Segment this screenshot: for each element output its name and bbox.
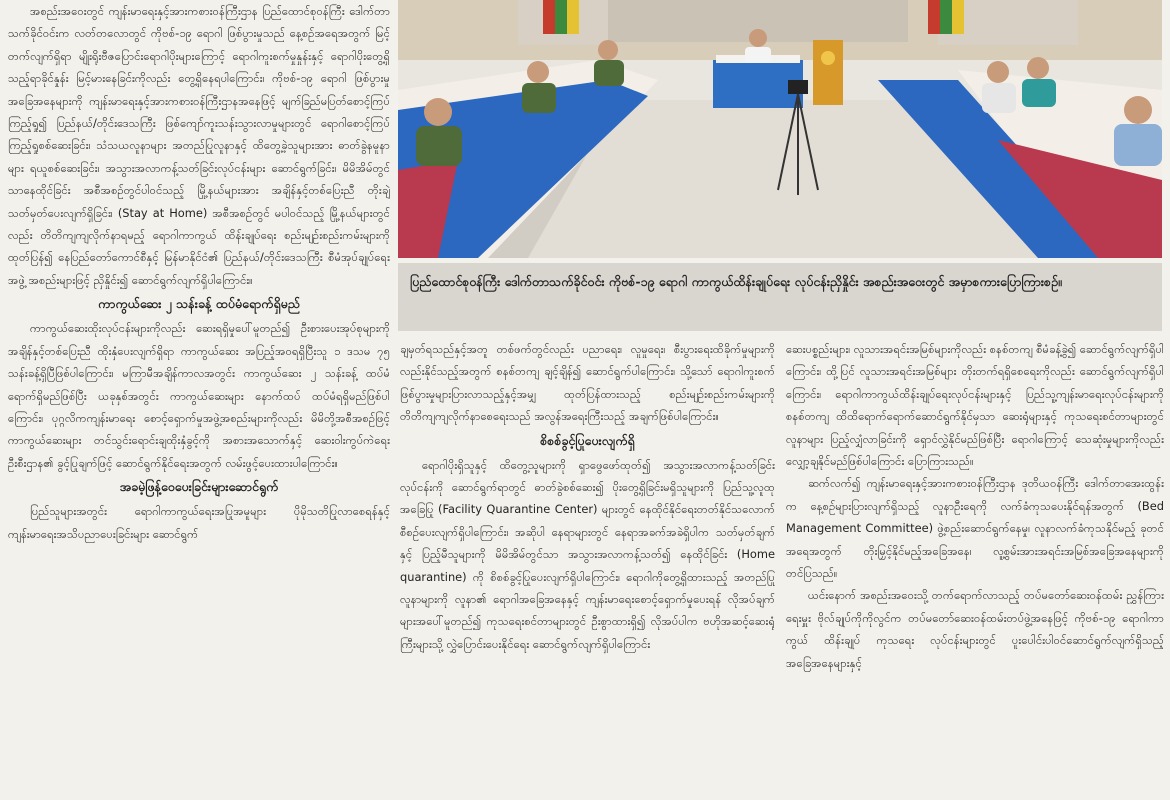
- paragraph: ပြည်သူများအတွင်း ရောဂါကာကွယ်ရေးအပြုအမူများ ပိုမိုသတိပြုလာစေရန်နှင့် ကျန်းမာရေးအသိပညာပေးခြင်းများ ဆောင်ရွက်: [8, 504, 390, 541]
- paragraph: ရောဂါပိုးရှိသူနှင့် ထိတွေ့သူများကို ရှာဖွေဖော်ထုတ်၍ အသွားအလာကန့်သတ်ခြင်းလုပ်ငန်းကို ဆောင်ရွက်ရာတွင် ဓာတ်ခွဲစစ်ဆေး၍ ပိုးတွေ့ရှိခြင်းမရှိသူများကို ပြည်သူ့လူထုအခြေပြု (Facility Quarantine Center) များတွင် နေထိုင်နိုင်ရေးတတ်နိုင်သလောက် စီစဉ်ပေးလျက်ရှိပါကြောင်း၊ အဆိုပါ နေရာများတွင် နေရာအခက်အခဲရှိပါက သတ်မှတ်ချက်နှင့် ပြည့်မီသူများကို မိမိအိမ်တွင်သာ အသွားအလာကန့်သတ်၍ နေထိုင်ခြင်း (Home quarantine) ကို စိစစ်ခွင့်ပြုပေးလျက်ရှိပါကြောင်း၊ ရောဂါကိုတွေ့ရှိထားသည့် အတည်ပြုလူနာများကို လူနာ၏ ရောဂါအခြေအနေနှင့် ကျန်းမာရေးစောင့်ရှောက်မှုပေးရန် လိုအပ်ချက်များအပေါ်မူတည်၍ ကုသရေးစင်တာများတွင် ဦးစွာထားရှိ၍ လိုအပ်ပါက ဗဟိုအဆင့်ဆေးရုံကြီးများသို့ လွှဲပြောင်းပေးနိုင်ရေး ဆောင်ရွက်လျက်ရှိပါကြောင်း: [400, 457, 775, 651]
- paragraph: ယင်းနောက် အစည်းအဝေးသို့ တက်ရောက်လာသည့် တပ်မတော်ဆေးဝန်ထမ်း ညွှန်ကြားရေးမှူး ဗိုလ်ချုပ်ကိုကိုလွင်က တပ်မတော်ဆေးဝန်ထမ်းတပ်ဖွဲ့အနေဖြင့် ကိုဗစ်-၁၉ ရောဂါကာကွယ် ထိန်းချုပ် ကုသရေး လုပ်ငန်းများတွင် ပူးပေါင်းပါဝင်ဆောင်ရွက်လျက်ရှိသည့် အခြေအနေများနှင့်: [786, 588, 1164, 670]
- article-column-1: [8, 0, 390, 800]
- paragraph: ဆက်လက်၍ ကျန်းမာရေးနှင့်အားကစားဝန်ကြီးဌာန ဒုတိယဝန်ကြီး ဒေါက်တာအေးထွန်းက နေ့စဉ်များပြားလျက်ရှိသည့် လူနာဦးရေကို လက်ခံကုသပေးနိုင်ရန်အတွက် (Bed Management Committee) ဖွဲ့စည်းဆောင်ရွက်နေမှု၊ လူနာလက်ခံကုသနိုင်မည့် ခုတင်အရေအတွက် တိုးမြှင့်နိုင်မည့်အခြေအနေ၊ လူ့စွမ်းအားအရင်းအမြစ်အခြေအနေများကို တင်ပြသည်။: [786, 476, 1164, 581]
- paragraph: ချမှတ်ရသည်နှင့်အတူ တစ်ဖက်တွင်လည်း ပညာရေး၊ လူမှုရေး၊ စီးပွားရေးထိခိုက်မှုများကိုလည်းနိုင်သည့်အတွက် စနစ်တကျ ချင့်ချိန်၍ ဆောင်ရွက်ပါကြောင်း၊ သို့သော် ရောဂါကူးစက်ဖြစ်ပွားမှုများပြားလာသည့်နှင့်အမျှ ထုတ်ပြန်ထားသည့် စည်းမျဉ်းစည်းကမ်းများကို တိတိကျကျလိုက်နာစေရေးသည် အလွန်အရေးကြီးသည့် အချက်ဖြစ်ပါကြောင်း။: [400, 342, 775, 424]
- article-column-2: [400, 338, 775, 800]
- paragraph: အစည်းအဝေးတွင် ကျန်းမာရေးနှင့်အားကစားဝန်ကြီးဌာန ပြည်ထောင်စုဝန်ကြီး ဒေါက်တာသက်ခိုင်ဝင်းက လတ်တလောတွင် ကိုဗစ်-၁၉ ရောဂါ ဖြစ်ပွားမှုသည် နေ့စဉ်အရေအတွက် မြင့်တက်လျက်ရှိရာ မျိုးရိုးဗီဇပြောင်းရောဂါပိုးများကြောင့် ရောဂါကူးစက်မှုနှုန်းနှင့် ရောဂါပိုးတွေ့ရှိသည့်ရာခိုင်နှုန်း မြင့်မားနေခြင်းကိုလည်း တွေ့ရှိနေရပါကြောင်း၊ ကိုဗစ်-၁၉ ရောဂါ ဖြစ်ပွားမှုအခြေအနေများကို ကျန်းမာရေးနှင့်အားကစားဝန်ကြီးဌာနအနေဖြင့် မျက်ခြည်မပြတ်စောင့်ကြပ်ကြည့်ရှု၍ ပြည်နယ်/တိုင်းဒေသကြီး ဖြစ်ကျော်ကူးသန်းသွားလာမှုများတွင် ရောဂါစောင့်ကြပ်ကြည့်ရှုစစ်ဆေးခြင်း၊ သံသယလူနာများ အတည်ပြုလူနာနှင့် ထိတွေ့ခဲ့သူများအား ဓာတ်ခွဲနမူနာများ ရယူစစ်ဆေးခြင်း၊ အသွားအလာကန့်သတ်ခြင်းလုပ်ငန်းများ ဆောင်ရွက်ခြင်း၊ မိမိအိမ်တွင်သာနေထိုင်ခြင်း အစီအစဉ်တွင်ပါဝင်သည့် မြို့နယ်များအား အချိန်နှင့်တစ်ပြေးညီ တိုးချဲ့သတ်မှတ်ပေးလျက်ရှိခြင်း၊ (Stay at Home) အစီအစဉ်တွင် မပါဝင်သည့် မြို့နယ်များတွင်လည်း တိတိကျကျလိုက်နာရမည့် ရောဂါကာကွယ် ထိန်းချုပ်ရေး စည်းမျဉ်းစည်းကမ်းများကို ထုတ်ပြန်၍ နေပြည်တော်ကောင်စီနှင့် မြန်မာနိုင်ငံ၏ ပြည်နယ်/တိုင်းဒေသကြီး စီမံအုပ်ချုပ်ရေးအဖွဲ့ အစည်းများဖြင့် ညှိနှိုင်း၍ ဆောင်ရွက်လျက်ရှိပါကြောင်း။: [8, 4, 390, 287]
- photo-caption: ပြည်ထောင်စုဝန်ကြီး ဒေါက်တာသက်ခိုင်ဝင်း ကိုဗစ်-၁၉ ရောဂါ ကာကွယ်ထိန်းချုပ်ရေး လုပ်ငန်းညှိနှိုင်း အစည်းအဝေးတွင် အမှာစကားပြောကြားစဉ်။: [398, 263, 1162, 331]
- meeting-photo: [398, 0, 1162, 258]
- paragraph: ကာကွယ်ဆေးထိုးလုပ်ငန်းများကိုလည်း ဆေးရရှိမှုပေါ်မူတည်၍ ဦးစားပေးအုပ်စုများကို အချိန်နှင့်တစ်ပြေးညီ ထိုးနှံပေးလျက်ရှိရာ ကာကွယ်ဆေး အပြည့်အဝရရှိပြီးသူ ၁ ဒသမ ၇၅ သန်းခန့်ရှိပြီဖြစ်ပါကြောင်း၊ မကြာမီအချိန်ကာလအတွင်း ကာကွယ်ဆေး ၂ သန်းခန့် ထပ်မံရောက်ရှိမည်ဖြစ်ပြီး ယခုနှစ်အတွင်း ကာကွယ်ဆေးများ နောက်ထပ် ထပ်မံရရှိမည်ဖြစ်ပါကြောင်း၊ ပုဂ္ဂလိကကျန်းမာရေး စောင့်ရှောက်မှုအဖွဲ့အစည်းများကိုလည်း မိမိတို့အစီအစဉ်ဖြင့် ကာကွယ်ဆေးများ တင်သွင်းရောင်းချထိုးနှံခွင့်ကို အစားအသောက်နှင့် ဆေးဝါးကွပ်ကဲရေးဦးစီးဌာန၏ ခွင့်ပြုချက်ဖြင့် ဆောင်ရွက်နိုင်ရေးအတွက် လမ်းဖွင့်ပေးထားပါကြောင်း။: [8, 321, 390, 470]
- subheading: အခမဲ့ဖြန့်ဝေပေးခြင်းများဆောင်ရွက်: [119, 479, 279, 495]
- paragraph: ဆေးပစ္စည်းများ၊ လူသားအရင်းအမြစ်များကိုလည်း စနစ်တကျ စီမံခန့်ခွဲ၍ ဆောင်ရွက်လျက်ရှိပါကြောင်း၊ ထို့ပြင် လူသားအရင်းအမြစ်များ တိုးတက်ရရှိစေရေးကိုလည်း ဆောင်ရွက်လျက်ရှိပါကြောင်း၊ ရောဂါကာကွယ်ထိန်းချုပ်ရေးလုပ်ငန်းများနှင့် ပြည်သူ့ကျန်းမာရေးလုပ်ငန်းများကို စနစ်တကျ ထိထိရောက်ရောက်ဆောင်ရွက်နိုင်မှသာ ဆေးရုံများနှင့် ကုသရေးစင်တာများတွင် လူနာများ ပြည့်လျှံလာခြင်းကို ရှောင်လွှဲနိုင်မည်ဖြစ်ပြီး ရောဂါကြောင့် သေဆုံးမှုများကိုလည်း လျှော့ချနိုင်မည်ဖြစ်ပါကြောင်း ပြောကြားသည်။: [786, 342, 1164, 469]
- subheading: ကာကွယ်ဆေး ၂ သန်းခန့် ထပ်မံရောက်ရှိမည်: [98, 296, 300, 312]
- article-column-3: [786, 338, 1164, 800]
- subheading: စိစစ်ခွင့်ပြုပေးလျက်ရှိ: [540, 432, 635, 448]
